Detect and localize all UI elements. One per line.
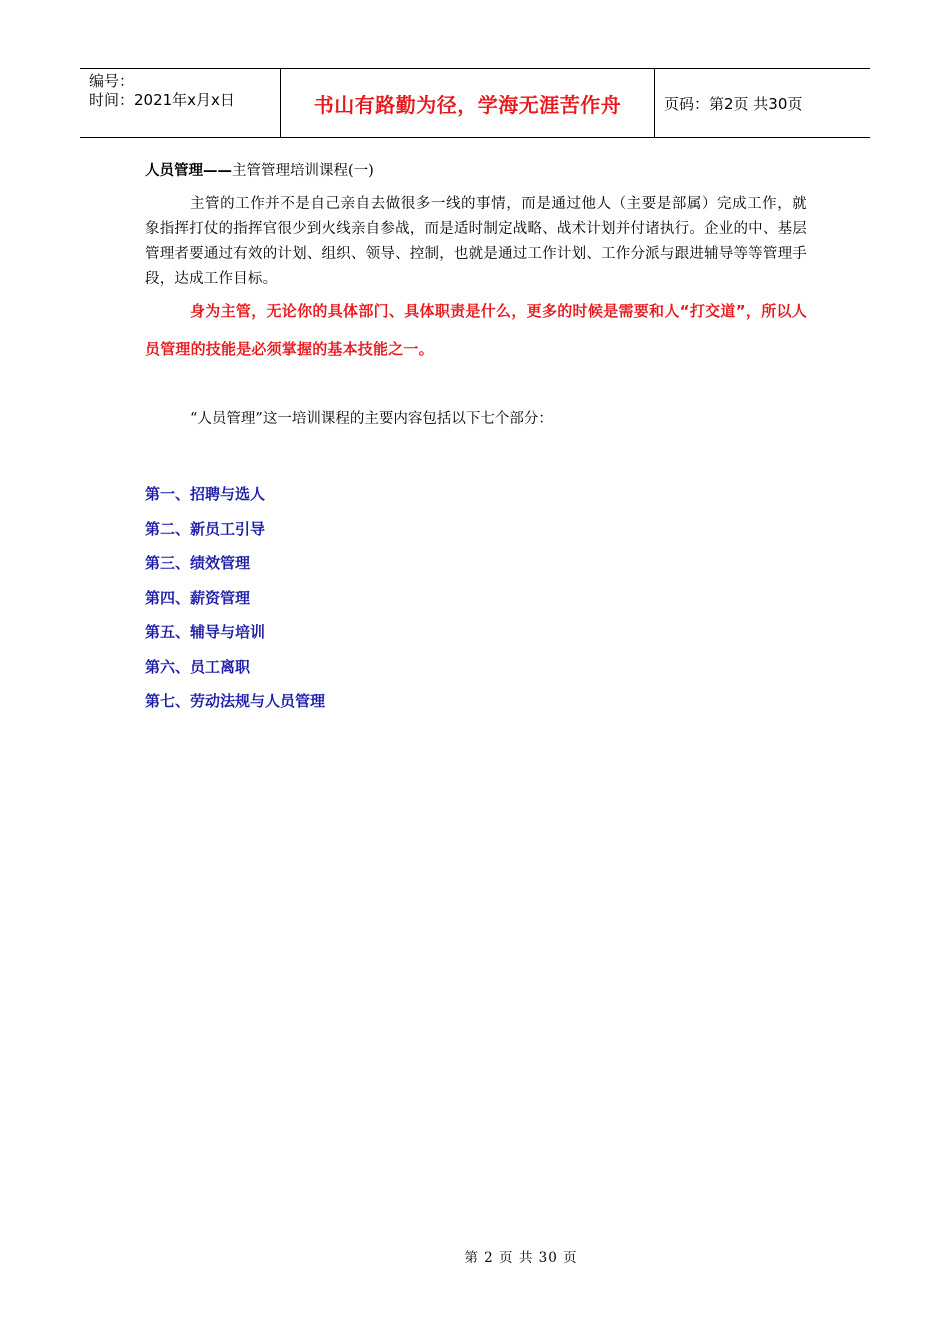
- section-item: 第五、辅导与培训: [145, 623, 266, 641]
- header-page-info: 页码：第2页 共30页: [664, 94, 803, 113]
- emphasis-paragraph: 身为主管，无论你的具体部门、具体职责是什么，更多的时候是需要和人“打交道”，所以人员管理的技能是必须掌握的基本技能之一。: [145, 302, 807, 358]
- section-list: [145, 477, 807, 719]
- number-label: 编号：: [89, 72, 135, 90]
- section-item: 第四、薪资管理: [145, 588, 251, 607]
- header-meta: [80, 69, 281, 137]
- section-item: 第二、新员工引导: [145, 519, 266, 538]
- section-item: 第一、招聘与选人: [145, 485, 266, 503]
- section-item: 第三、绩效管理: [145, 554, 251, 572]
- section-item: 第六、员工离职: [145, 657, 251, 676]
- section-item: 第七、劳动法规与人员管理: [145, 692, 326, 710]
- document-title: [145, 160, 807, 182]
- title-bold: 人员管理——: [145, 163, 232, 179]
- page-header: [80, 68, 870, 138]
- document-body: [145, 160, 807, 719]
- header-motto: 书山有路勤为径，学海无涯苦作舟: [281, 69, 655, 137]
- time-label: 时间：2021年x月x日: [89, 91, 235, 109]
- body-paragraph: 主管的工作并不是自己亲自去做很多一线的事情，而是通过他人（主要是部属）完成工作，就象指挥打仗的指挥官很少到火线亲自参战，而是适时制定战略、战术计划并付诸执行。企业的中、基层管理者要通过有效的计划、组织、领导、控制，也就是通过工作计划、工作分派与跟进辅导等等管理手段，达成工作目标。: [145, 196, 807, 287]
- title-rest: 主管管理培训课程(一): [232, 163, 374, 179]
- intro-paragraph: “人员管理”这一培训课程的主要内容包括以下七个部分：: [190, 411, 553, 427]
- page-footer: 第 2 页 共 30 页: [464, 1250, 578, 1266]
